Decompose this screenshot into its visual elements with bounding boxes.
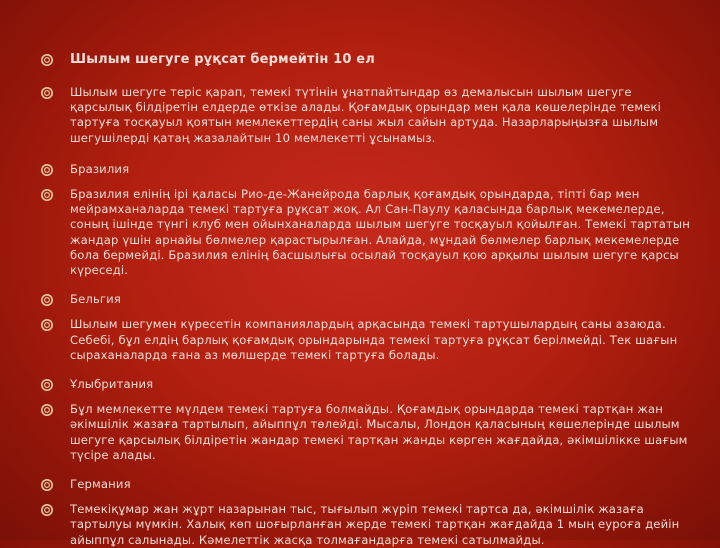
hollow-sun-bullet-icon	[40, 378, 54, 392]
bullet-text: Бразилия елінің ірі қаласы Рио-де-Жанейрода барлық қоғамдық орындарда, тіпті бар мен мейрамханаларда темекі тартуға рұқсат жоқ. Ал Сан-Паулу қаласында барлық мекемелерде, соның ішінде түнгі клуб мен ойынханаларда шылым шегуге тосқауыл қойылған. Темекі тартатын жандар үшін арнайы бөлмелер қарастырылған. Алайда, мұндай бөлмелер барлық мекемелерде бола бермейді. Бразилия елінің басшылығы осылай тосқауыл қою арқылы шылым шегуге қарсы күреседі.	[70, 187, 690, 278]
bullet-item	[40, 52, 690, 68]
hollow-sun-bullet-icon	[40, 478, 54, 492]
bullet-text: Шылым шегуге рұқсат бермейтін 10 ел	[70, 52, 375, 67]
bullet-text: Бельгия	[70, 292, 121, 307]
bullet-item	[40, 162, 690, 177]
bullet-text: Темекіқұмар жан жұрт назарынан тыс, тығылып жүріп темекі тартса да, әкімшілік жазаға тартылуы мүмкін. Халық көп шоғырланған жерде темекі тартқан жағдайда 1 мың еуроға дейін айыппұл салынады. Кәмелеттік жасқа толмағандарға темекі сатылмайды.	[70, 502, 680, 547]
hollow-sun-bullet-icon	[40, 318, 54, 332]
bullet-text: Шылым шегуге теріс қарап, темекі түтінін ұнатпайтындар өз демалысын шылым шегуге қарсылық білдіретін елдерде өткізе алады. Қоғамдық орындар мен қала көшелерінде темекі тартуға тосқауыл қоятын мемлекеттердің саны жыл сайын артуда. Назарларыңызға шылым шегушілерді қатаң жазалайтын 10 мемлекетті ұсынамыз.	[70, 85, 662, 145]
bullet-item	[40, 292, 690, 307]
hollow-sun-bullet-icon	[40, 163, 54, 177]
bullet-item	[40, 477, 690, 492]
bullet-text: Шылым шегумен күресетін компаниялардың арқасында темекі тартушылардың саны азаюда. Себебі, бұл елдің барлық қоғамдық орындарында темекі тартуға рұқсат берілмейді. Тек шағын сыраханаларда ғана аз мөлшерде темекі тартуға болады.	[70, 317, 678, 362]
hollow-sun-bullet-icon	[40, 86, 54, 100]
bullet-text: Германия	[70, 477, 131, 492]
bullet-item	[40, 317, 690, 363]
bullet-item	[40, 85, 690, 146]
hollow-sun-bullet-icon	[40, 53, 54, 67]
bullet-text: Ұлыбритания	[70, 377, 154, 392]
hollow-sun-bullet-icon	[40, 503, 54, 517]
bullet-text: Бұл мемлекетте мүлдем темекі тартуға болмайды. Қоғамдық орындарда темекі тартқан жан әкімшілік жазаға тартылып, айыппұл төлейді. Мысалы, Лондон қаласының көшелерінде шылым шегуге қарсылық білдіретін жандар темекі тартқан жанды көрген жағдайда, әкімшілікке шағым түсіре алады.	[70, 402, 688, 462]
bullet-item	[40, 402, 690, 463]
bullet-item	[40, 187, 690, 278]
bullet-text: Бразилия	[70, 161, 130, 176]
bullet-item	[40, 502, 690, 548]
hollow-sun-bullet-icon	[40, 293, 54, 307]
bullet-list	[40, 52, 690, 548]
bullet-item	[40, 377, 690, 392]
hollow-sun-bullet-icon	[40, 188, 54, 202]
hollow-sun-bullet-icon	[40, 403, 54, 417]
